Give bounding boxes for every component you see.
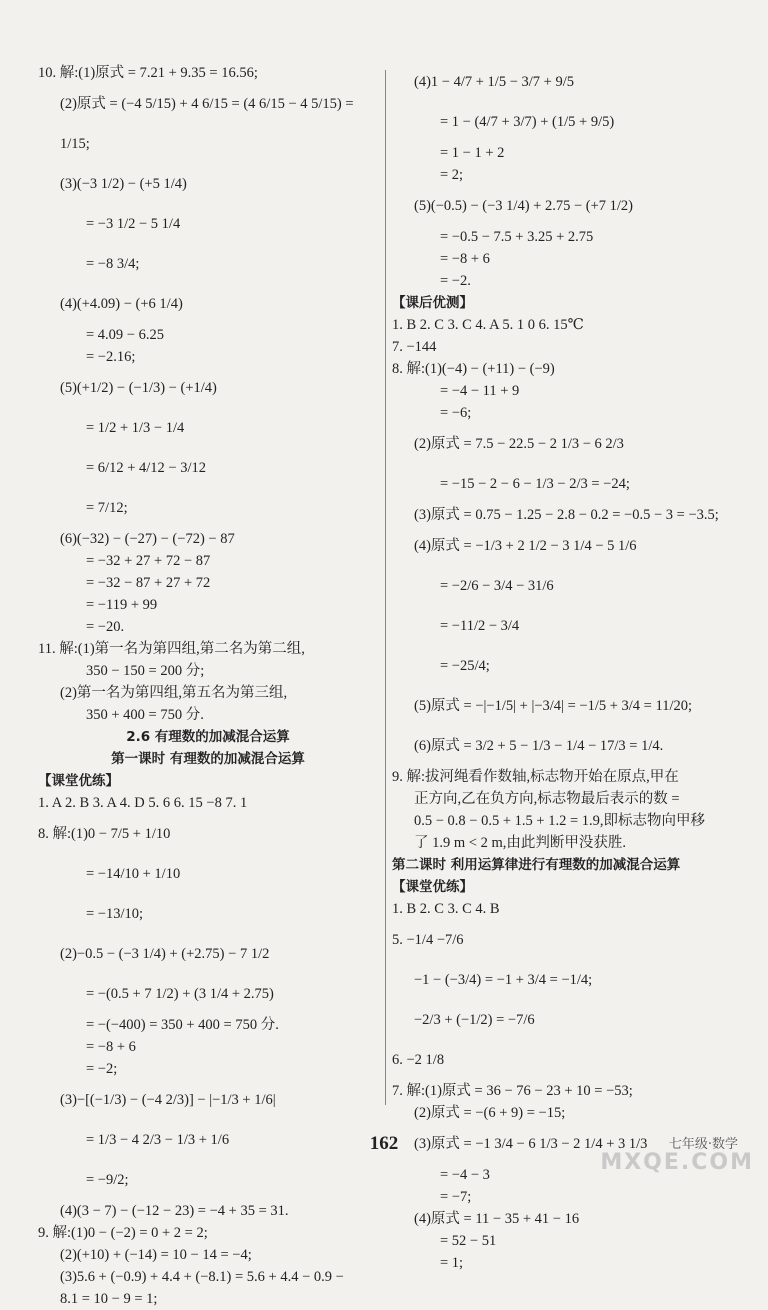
text-line: (4)1 − 4/7 + 1/5 − 3/7 + 9/5 [414,74,574,90]
text-line: = −9/2; [86,1172,129,1188]
text-line: = 7/12; [86,500,128,516]
text-line: = −119 + 99 [86,597,158,613]
text-line: = −8 + 6 [440,251,490,267]
text-line: 350 − 150 = 200 分; [86,663,205,679]
text-line: 【课堂优练】 [38,773,119,789]
text-line: 第二课时 利用运算律进行有理数的加减混合运算 [392,857,681,873]
footer-label: 七年级·数学 [668,1137,738,1152]
text-line: 2.6 有理数的加减混合运算 [126,729,290,745]
text-line: = 1/2 + 1/3 − 1/4 [86,420,185,436]
column-divider [385,70,386,1105]
text-line: (3)−[(−1/3) − (−4 2/3)] − |−1/3 + 1/6| [60,1092,276,1108]
text-line: 5. −1/4 −7/6 [392,932,464,948]
text-line: = 6/12 + 4/12 − 3/12 [86,460,206,476]
text-line: = 4.09 − 6.25 [86,327,164,343]
text-line: 8. 解:(1)0 − 7/5 + 1/10 [38,826,171,842]
text-line: (4)原式 = 11 − 35 + 41 − 16 [414,1211,580,1227]
text-line: 9. 解:拔河绳看作数轴,标志物开始在原点,甲在 [392,769,679,785]
text-line: = 52 − 51 [440,1233,497,1249]
text-line: = 1; [440,1255,464,1271]
text-line: = −14/10 + 1/10 [86,866,181,882]
text-line: (5)(−0.5) − (−3 1/4) + 2.75 − (+7 1/2) [414,198,634,214]
text-line: = −13/10; [86,906,144,922]
text-line: (2)原式 = −(6 + 9) = −15; [414,1105,566,1121]
text-line: 【课后优测】 [392,295,473,311]
text-line: 7. −144 [392,339,437,355]
text-line: = −32 − 87 + 27 + 72 [86,575,211,591]
text-line: (2)−0.5 − (−3 1/4) + (+2.75) − 7 1/2 [60,946,270,962]
text-line: = 2; [440,167,464,183]
text-line: 0.5 − 0.8 − 0.5 + 1.5 + 1.2 = 1.9,即标志物向甲移 [414,813,706,829]
text-line: (5)原式 = −|−1/5| + |−3/4| = −1/5 + 3/4 = 11/20; [414,698,692,714]
text-line: 8. 解:(1)(−4) − (+11) − (−9) [392,361,555,377]
text-line: = −2/6 − 3/4 − 31/6 [440,578,554,594]
text-line: = −15 − 2 − 6 − 1/3 − 2/3 = −24; [440,476,630,492]
text-line: = 1 − (4/7 + 3/7) + (1/5 + 9/5) [440,114,615,130]
text-line: 1. B 2. C 3. C 4. A 5. 1 0 6. 15℃ [392,317,584,333]
watermark-logo: MXQE.COM [600,1150,754,1175]
text-line: = −(0.5 + 7 1/2) + (3 1/4 + 2.75) [86,986,274,1002]
text-line: 8.1 = 10 − 9 = 1; [60,1291,158,1307]
text-line: (4)原式 = −1/3 + 2 1/2 − 3 1/4 − 5 1/6 [414,538,637,554]
text-line: = −8 3/4; [86,256,140,272]
text-line: = −0.5 − 7.5 + 3.25 + 2.75 [440,229,594,245]
text-line: = −20. [86,619,125,635]
text-line: (4)(+4.09) − (+6 1/4) [60,296,183,312]
text-line: (2)原式 = (−4 5/15) + 4 6/15 = (4 6/15 − 4 5/15) = [60,96,354,112]
text-line: 7. 解:(1)原式 = 36 − 76 − 23 + 10 = −53; [392,1083,633,1099]
text-line: (6)(−32) − (−27) − (−72) − 87 [60,531,235,547]
text-line: (2)原式 = 7.5 − 22.5 − 2 1/3 − 6 2/3 [414,436,624,452]
text-line: 9. 解:(1)0 − (−2) = 0 + 2 = 2; [38,1225,208,1241]
text-line: = −(−400) = 350 + 400 = 750 分. [86,1017,279,1033]
text-line: = −6; [440,405,472,421]
text-line: (4)(3 − 7) − (−12 − 23) = −4 + 35 = 31. [60,1203,289,1219]
text-line: = 1/3 − 4 2/3 − 1/3 + 1/6 [86,1132,230,1148]
text-line: (6)原式 = 3/2 + 5 − 1/3 − 1/4 − 17/3 = 1/4. [414,738,664,754]
text-line: 1. B 2. C 3. C 4. B [392,901,500,917]
text-line: 6. −2 1/8 [392,1052,445,1068]
page-number: 162 [369,1133,399,1154]
text-line: (3)原式 = 0.75 − 1.25 − 2.8 − 0.2 = −0.5 − 3 = −3.5; [414,507,719,523]
left-column [38,62,378,1310]
text-line: = −8 + 6 [86,1039,136,1055]
text-line: 【课堂优练】 [392,879,473,895]
text-line: = −4 − 11 + 9 [440,383,520,399]
text-line: 11. 解:(1)第一名为第四组,第二名为第二组, [38,641,305,657]
text-line: = −25/4; [440,658,490,674]
text-line: = −4 − 3 [440,1167,490,1183]
text-line: = −7; [440,1189,472,1205]
right-column [392,62,742,1274]
text-line: (2)第一名为第四组,第五名为第三组, [60,685,288,701]
text-line: 正方向,乙在负方向,标志物最后表示的数 = [414,791,680,807]
text-line: 350 + 400 = 750 分. [86,707,204,723]
text-line: 了 1.9 m < 2 m,由此判断甲没获胜. [414,835,626,851]
text-line: (2)(+10) + (−14) = 10 − 14 = −4; [60,1247,252,1263]
text-line: = −32 + 27 + 72 − 87 [86,553,211,569]
text-line: (5)(+1/2) − (−1/3) − (+1/4) [60,380,217,396]
text-line: 1/15; [60,136,90,152]
text-line: (3)原式 = −1 3/4 − 6 1/3 − 2 1/4 + 3 1/3 [414,1136,648,1152]
text-line: = −2. [440,273,471,289]
text-line: 第一课时 有理数的加减混合运算 [111,751,305,767]
text-line: (3)(−3 1/2) − (+5 1/4) [60,176,187,192]
text-line: = −2; [86,1061,118,1077]
text-line: −1 − (−3/4) = −1 + 3/4 = −1/4; [414,972,593,988]
text-line: = −2.16; [86,349,136,365]
text-line: = 1 − 1 + 2 [440,145,505,161]
text-line: 1. A 2. B 3. A 4. D 5. 6 6. 15 −8 7. 1 [38,795,248,811]
text-line: −2/3 + (−1/2) = −7/6 [414,1012,535,1028]
text-line: = −3 1/2 − 5 1/4 [86,216,181,232]
text-line: = −11/2 − 3/4 [440,618,520,634]
text-line: 10. 解:(1)原式 = 7.21 + 9.35 = 16.56; [38,65,258,81]
text-line: (3)5.6 + (−0.9) + 4.4 + (−8.1) = 5.6 + 4.4 − 0.9 − [60,1269,344,1285]
